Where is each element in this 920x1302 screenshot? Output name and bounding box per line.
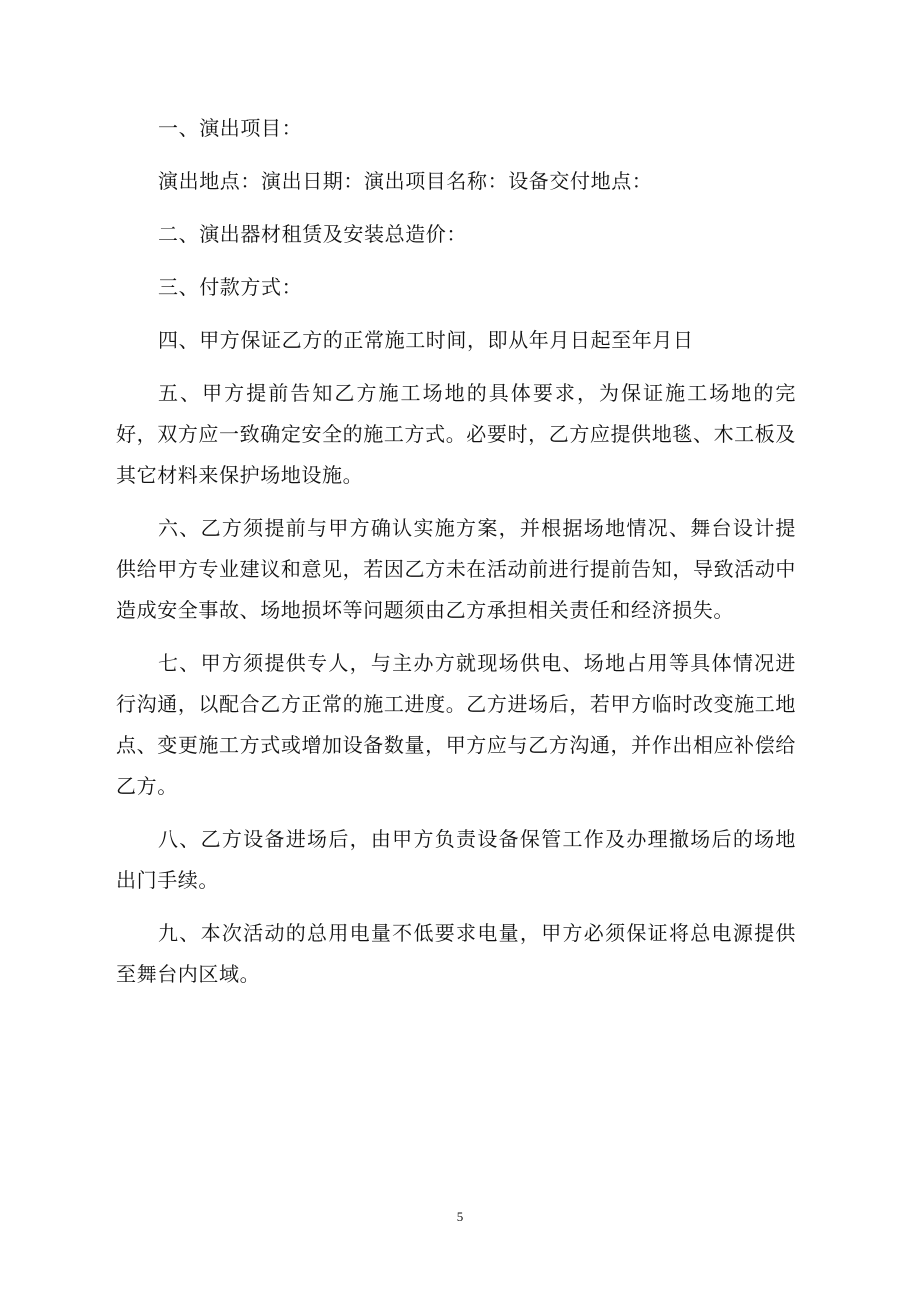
paragraph-site-requirements: 五、甲方提前告知乙方施工场地的具体要求，为保证施工场地的完好，双方应一致确定安全的施工方式。必要时，乙方应提供地毯、木工板及其它材料来保护场地设施。 (116, 381, 796, 487)
paragraph-construction-time: 四、甲方保证乙方的正常施工时间，即从年月日起至年月日 (158, 328, 694, 352)
paragraph-total-cost: 二、演出器材租赁及安装总造价： (158, 222, 467, 246)
paragraph-performance-item: 一、演出项目： (158, 116, 303, 140)
paragraph-performance-details: 演出地点：演出日期：演出项目名称：设备交付地点： (158, 169, 653, 193)
paragraph-payment-method: 三、付款方式： (158, 275, 303, 299)
document-body (116, 108, 796, 1007)
paragraph-communication: 七、甲方须提供专人，与主办方就现场供电、场地占用等具体情况进行沟通，以配合乙方正常的施工进度。乙方进场后，若甲方临时改变施工地点、变更施工方式或增加设备数量，甲方应与乙方沟通，并作出相应补偿给乙方。 (116, 651, 796, 798)
paragraph-implementation-plan: 六、乙方须提前与甲方确认实施方案，并根据场地情况、舞台设计提供给甲方专业建议和意见，若因乙方未在活动前进行提前告知，导致活动中造成安全事故、场地损坏等问题须由乙方承担相关责任和经济损失。 (116, 516, 796, 622)
page-number: 5 (456, 1209, 464, 1224)
paragraph-equipment-custody: 八、乙方设备进场后，由甲方负责设备保管工作及办理撤场后的场地出门手续。 (116, 827, 796, 892)
paragraph-power-supply: 九、本次活动的总用电量不低要求电量，甲方必须保证将总电源提供至舞台内区域。 (116, 921, 796, 986)
